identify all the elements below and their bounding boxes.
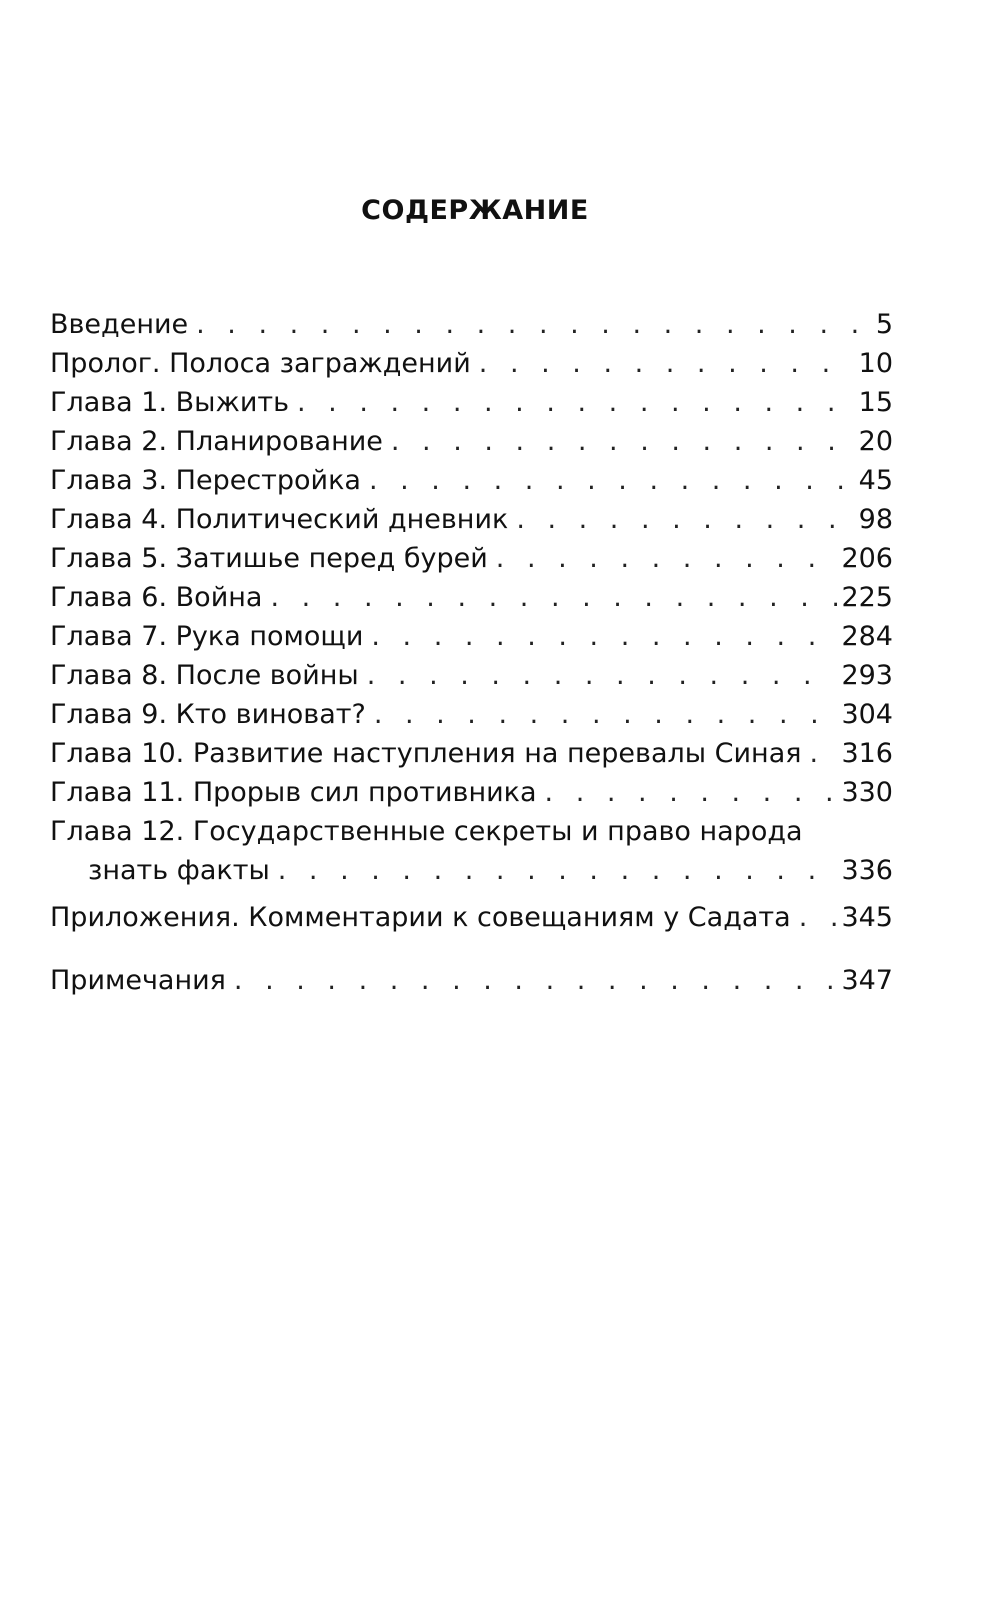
dot-leader	[496, 539, 838, 578]
toc-entry-title: Глава 11. Прорыв сил противника	[50, 777, 537, 808]
toc-entry-page: 304	[841, 699, 893, 730]
dot-leader	[297, 383, 855, 422]
dot-leader	[810, 734, 838, 773]
toc-entry-title: Глава 12. Государственные секреты и право народа	[50, 816, 803, 847]
toc-entry-title: Глава 7. Рука помощи	[50, 621, 364, 652]
toc-entry-title: Глава 10. Развитие наступления на перевалы Синая	[50, 738, 802, 769]
toc-entry	[50, 656, 893, 695]
toc-entry-title: Введение	[50, 309, 189, 340]
toc-entry	[50, 695, 893, 734]
toc-entry-page: 20	[858, 426, 893, 457]
toc-entry-page: 98	[858, 504, 893, 535]
toc-entry-page: 284	[841, 621, 893, 652]
toc-entry-page: 15	[858, 387, 893, 418]
toc-entry-page: 225	[841, 582, 893, 613]
toc-entry-page: 347	[841, 965, 893, 996]
toc-entry-page: 293	[841, 660, 893, 691]
toc-entry	[50, 344, 893, 383]
toc-entry-title: Глава 4. Политический дневник	[50, 504, 509, 535]
dot-leader	[479, 344, 855, 383]
toc-entry-page: 10	[858, 348, 893, 379]
toc-entry-page: 330	[841, 777, 893, 808]
toc-entry-page: 45	[858, 465, 893, 496]
toc-entry	[50, 500, 893, 539]
toc-entry-title: Глава 3. Перестройка	[50, 465, 361, 496]
dot-leader	[367, 656, 838, 695]
table-of-contents	[50, 305, 893, 1000]
toc-entry-title: Глава 2. Планирование	[50, 426, 383, 457]
dot-leader	[196, 305, 872, 344]
toc-entry-title: Глава 1. Выжить	[50, 387, 290, 418]
toc-entry-title: Глава 9. Кто виноват?	[50, 699, 366, 730]
dot-leader	[369, 461, 855, 500]
dot-leader	[278, 851, 838, 890]
toc-entry-title: Глава 6. Война	[50, 582, 263, 613]
toc-entry-title: Глава 8. После войны	[50, 660, 359, 691]
dot-leader	[516, 500, 854, 539]
toc-entry-page: 316	[841, 738, 893, 769]
toc-entry-title: Примечания	[50, 965, 226, 996]
toc-entry-title: Глава 5. Затишье перед бурей	[50, 543, 488, 574]
toc-entry	[50, 617, 893, 656]
toc-entry-page: 5	[875, 309, 893, 340]
toc-entry	[50, 812, 893, 890]
dot-leader	[799, 898, 838, 937]
page-title: СОДЕРЖАНИЕ	[361, 195, 589, 226]
dot-leader	[391, 422, 855, 461]
dot-leader	[371, 617, 837, 656]
toc-entry	[50, 539, 893, 578]
dot-leader	[270, 578, 837, 617]
dot-leader	[545, 773, 838, 812]
toc-entry-title: Приложения. Комментарии к совещаниям у Садата	[50, 902, 791, 933]
toc-entry	[50, 773, 893, 812]
toc-entry	[50, 898, 893, 937]
toc-entry	[50, 305, 893, 344]
toc-entry	[50, 383, 893, 422]
toc-entry-page: 336	[841, 855, 893, 886]
toc-entry	[50, 422, 893, 461]
toc-entry-title: Пролог. Полоса заграждений	[50, 348, 471, 379]
toc-entry	[50, 461, 893, 500]
toc-entry-title-continued: знать факты	[88, 855, 270, 886]
toc-entry-page: 206	[841, 543, 893, 574]
toc-entry-page: 345	[841, 902, 893, 933]
dot-leader	[234, 961, 838, 1000]
toc-entry	[50, 961, 893, 1000]
toc-entry	[50, 734, 893, 773]
dot-leader	[374, 695, 838, 734]
toc-entry	[50, 578, 893, 617]
